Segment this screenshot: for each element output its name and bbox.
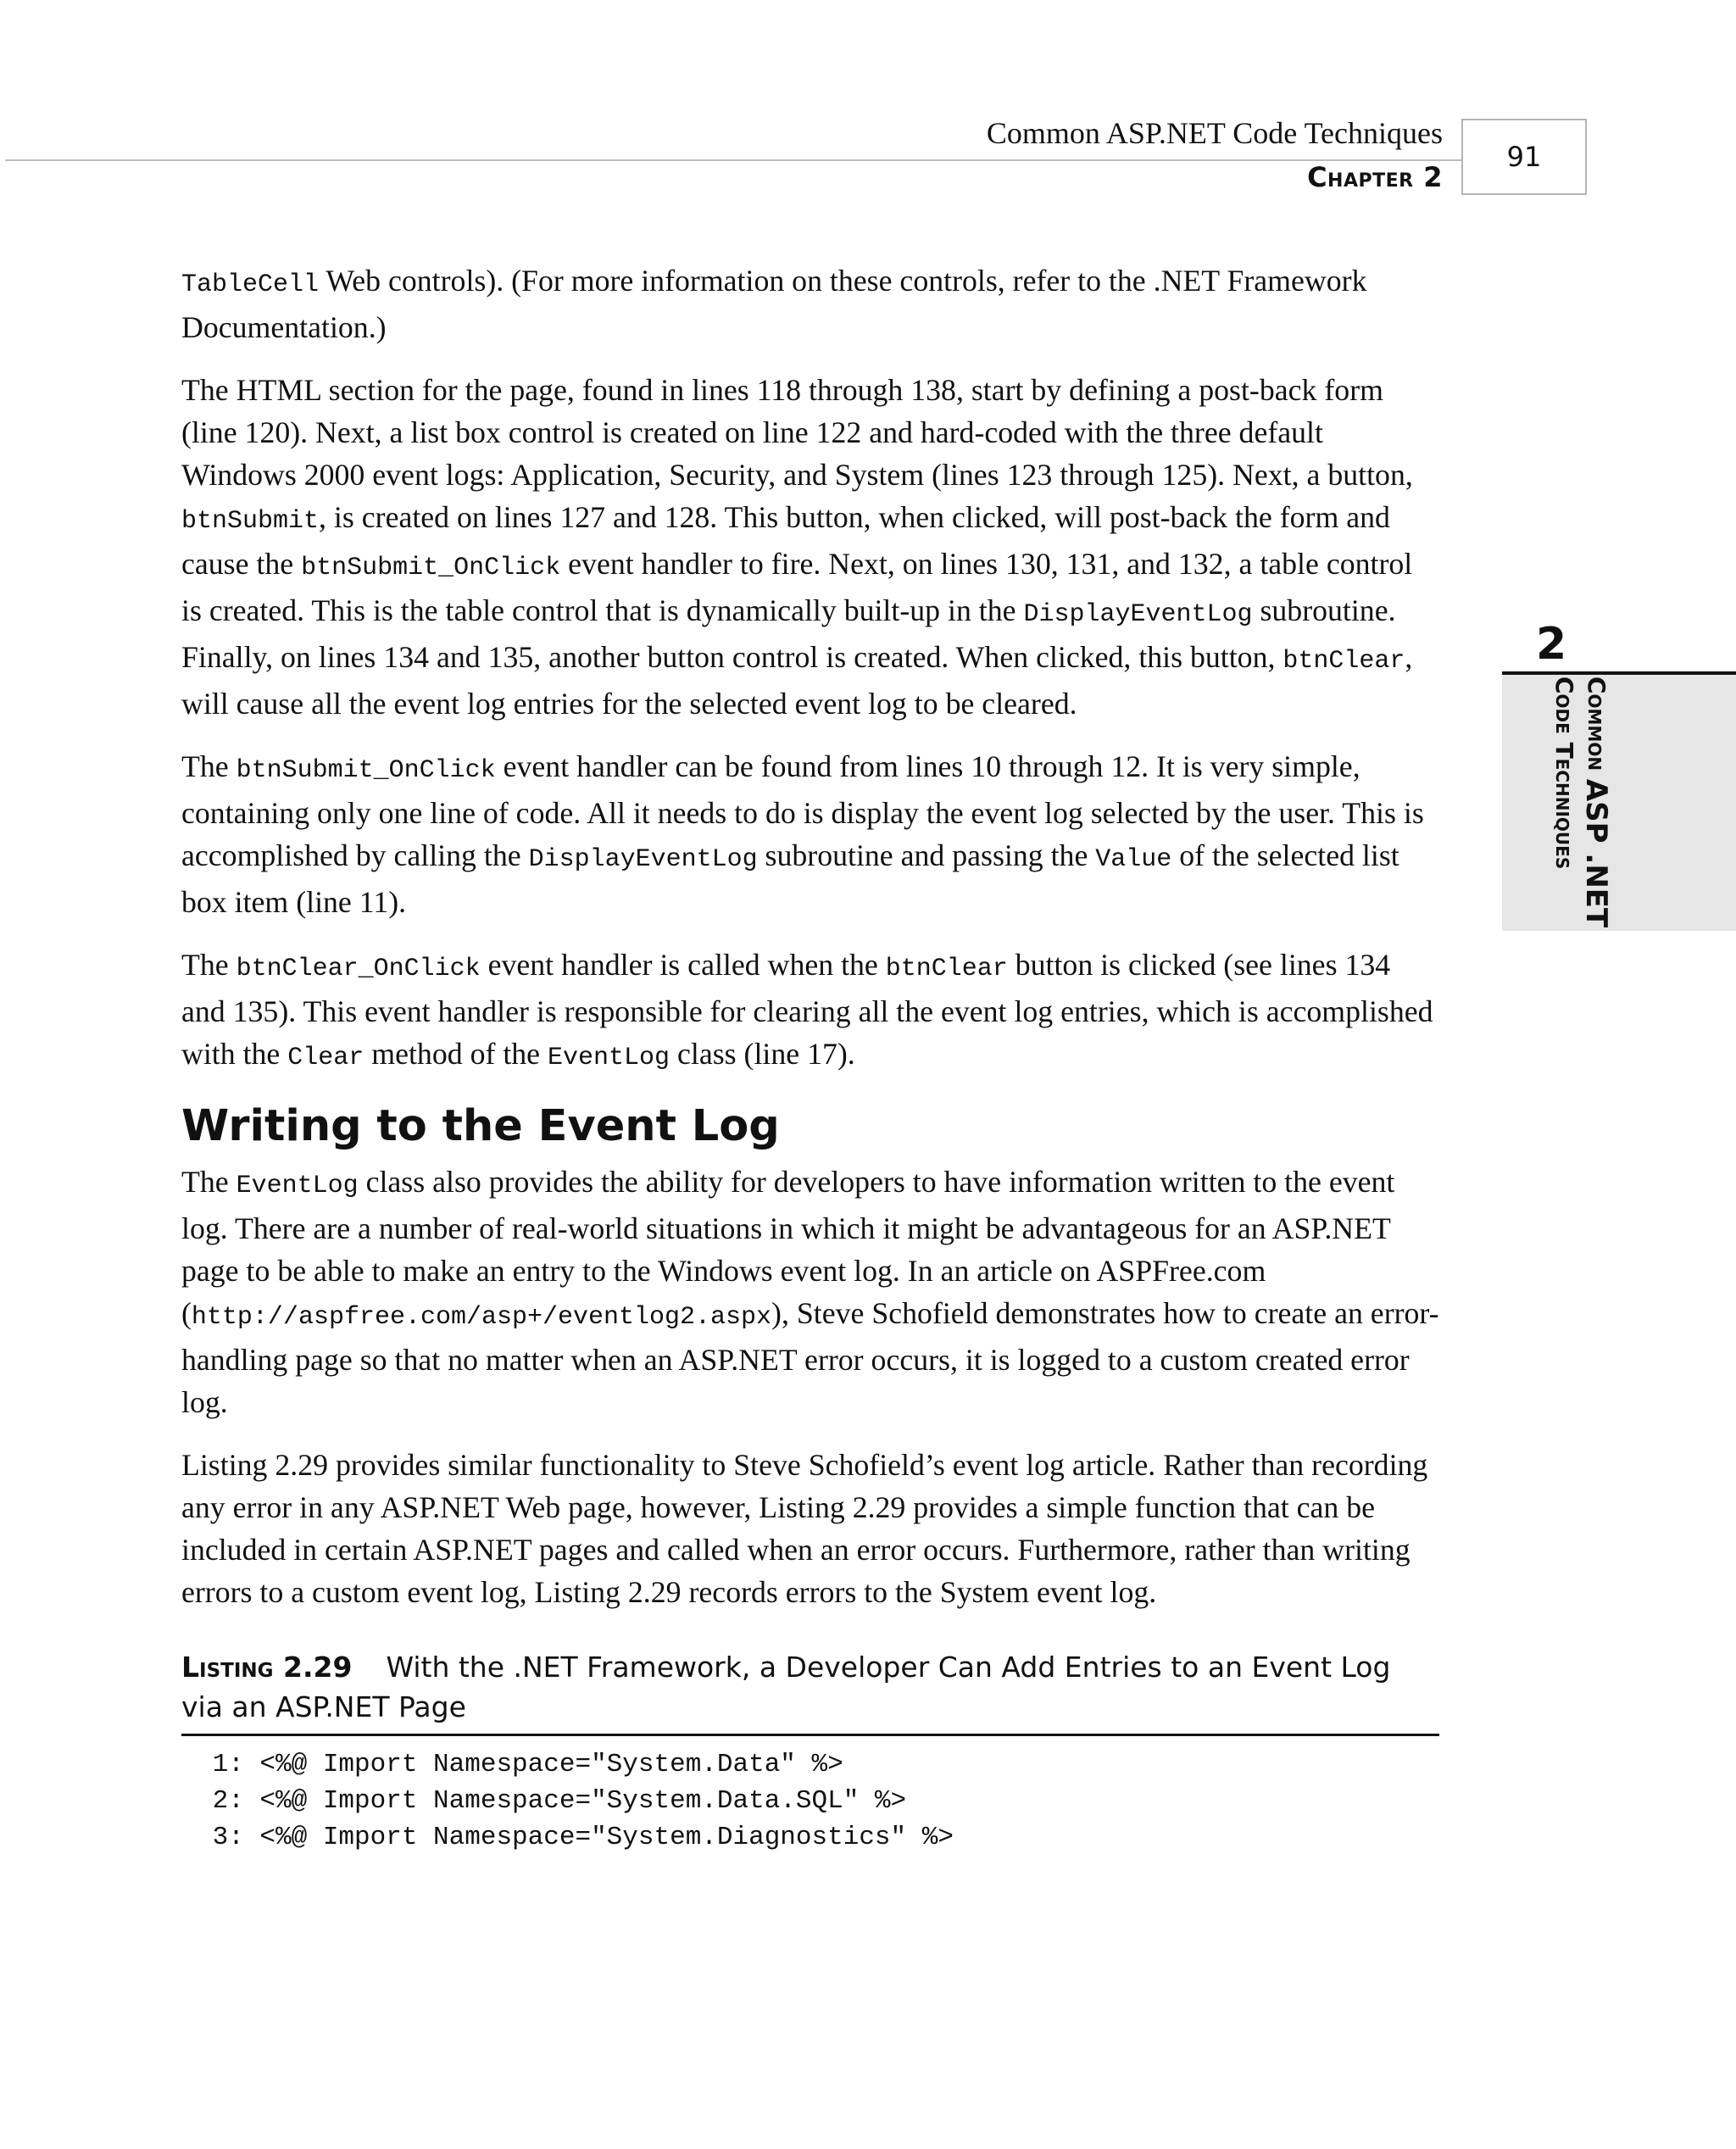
- chapter-label: Chapter 2: [1307, 161, 1443, 193]
- code-line: 2: <%@ Import Namespace="System.Data.SQL" %>: [197, 1786, 907, 1816]
- text-run: The: [181, 1165, 236, 1199]
- text-run: method of the: [364, 1037, 548, 1071]
- text-run: class (line 17).: [670, 1037, 855, 1071]
- page-content: [181, 259, 1439, 1856]
- chapter-thumb-tab: [1502, 671, 1736, 931]
- text-run: subroutine and passing the: [757, 838, 1096, 872]
- text-run: The HTML section for the page, found in lines 118 through 138, start by defining a post-back form (line 120). Next, a list box control is created on line 122 and hard-coded with the three default Windows 2000 event logs: Application, Security, and System (lines 123 through 125). Next, a button,: [181, 373, 1413, 492]
- thumb-line2: Code Techniques: [1550, 676, 1578, 870]
- code-line: 3: <%@ Import Namespace="System.Diagnostics" %>: [197, 1823, 954, 1852]
- code-term: btnSubmit_OnClick: [301, 554, 561, 582]
- code-term: Clear: [287, 1044, 364, 1072]
- code-term: DisplayEventLog: [528, 845, 758, 874]
- text-run: event handler to fire. Next, on lines 130, 131, and 132, a table control is created. This is the table control that is dynamically built-up in the: [181, 547, 1413, 627]
- text-run: subroutine. Finally, on lines 134 and 135, another button control is created. When clicked, this button,: [181, 593, 1396, 674]
- text-run: event handler is called when the: [480, 948, 886, 982]
- text-run: class also provides the ability for developers to have information written to the event log. There are a number of real-world situations in which it might be advantageous for an ASP.NET page to be able to make an entry to the Windows event log. In an article on ASPFree.com (: [181, 1165, 1395, 1330]
- running-title: Common ASP.NET Code Techniques: [986, 116, 1443, 150]
- text-run: button is clicked (see lines 134 and 135). This event handler is responsible for clearing all the event log entries, which is accomplished with the: [181, 948, 1433, 1071]
- code-listing: [197, 1746, 1439, 1856]
- listing-caption: [181, 1647, 1439, 1736]
- text-run: The: [181, 948, 236, 982]
- header-rule: [5, 159, 1463, 161]
- paragraph-1: [181, 259, 1439, 348]
- thumb-line1-b: ASP .NET: [1579, 778, 1613, 928]
- code-term: btnClear_OnClick: [236, 955, 481, 983]
- paragraph-3: [181, 745, 1439, 923]
- code-term: EventLog: [548, 1044, 670, 1072]
- code-term: DisplayEventLog: [1023, 600, 1253, 629]
- text-run: The: [181, 749, 236, 783]
- code-term: btnClear: [1283, 647, 1405, 676]
- chapter-thumb-number: 2: [1536, 619, 1567, 670]
- code-line: 1: <%@ Import Namespace="System.Data" %>: [197, 1750, 843, 1779]
- code-term: btnSubmit_OnClick: [236, 756, 496, 785]
- listing-title: With the .NET Framework, a Developer Can Add Entries to an Event Log via an ASP.NET Page: [181, 1651, 1391, 1723]
- text-run: , is created on lines 127 and 128. This button, when clicked, will post-back the form and cause the: [181, 500, 1390, 581]
- code-term: btnSubmit: [181, 507, 320, 536]
- code-term: btnClear: [885, 955, 1008, 983]
- listing-label: Listing 2.29: [181, 1651, 353, 1684]
- text-run: of the selected list box item (line 11).: [181, 838, 1399, 919]
- paragraph-4: [181, 944, 1439, 1079]
- code-term: EventLog: [236, 1172, 359, 1200]
- text-run: ), Steve Schofield demonstrates how to create an error-handling page so that no matter when an ASP.NET error occurs, it is logged to a custom created error log.: [181, 1296, 1439, 1419]
- page-number: 91: [1461, 119, 1587, 195]
- text-run: , will cause all the event log entries for the selected event log to be cleared.: [181, 640, 1413, 721]
- chapter-thumb-label: [1548, 676, 1612, 927]
- section-heading: Writing to the Event Log: [181, 1101, 780, 1151]
- text-run: Web controls). (For more information on these controls, refer to the .NET Framework Documentation.): [181, 264, 1367, 344]
- paragraph-2: [181, 369, 1439, 725]
- url-text: http://aspfree.com/asp+/eventlog2.aspx: [191, 1303, 772, 1332]
- paragraph-5: [181, 1161, 1439, 1423]
- code-term: Value: [1095, 845, 1172, 874]
- thumb-line1-a: Common: [1583, 676, 1611, 779]
- text-run: event handler can be found from lines 10 through 12. It is very simple, containing only one line of code. All it needs to do is display the event log selected by the user. This is accomplished by calling the: [181, 749, 1424, 872]
- paragraph-6: Listing 2.29 provides similar functionality to Steve Schofield’s event log article. Rather than recording any error in any ASP.NET Web page, however, Listing 2.29 provides a simple function that can be included in certain ASP.NET pages and called when an error occurs. Furthermore, rather than writing errors to a custom event log, Listing 2.29 records errors to the System event log.: [181, 1448, 1428, 1609]
- code-term: TableCell: [181, 270, 320, 299]
